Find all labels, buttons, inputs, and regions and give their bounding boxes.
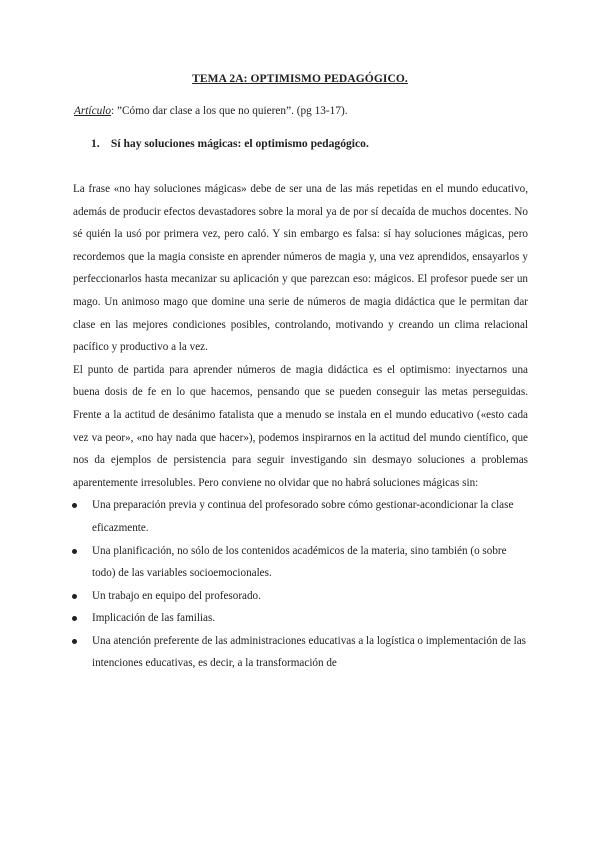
list-item-text: Un trabajo en equipo del profesorado. <box>92 589 261 602</box>
list-item-text: Una atención preferente de las administraciones educativas a la logística o implementación de las intenciones educativas, es decir, a la transformación de <box>92 634 527 670</box>
article-text: : ”Cómo dar clase a los que no quieren”. (pg 13-17). <box>111 105 348 117</box>
bullet-icon <box>72 594 77 599</box>
list-item <box>73 540 528 585</box>
list-item <box>73 630 528 675</box>
article-reference <box>74 105 348 117</box>
list-item-text: Una preparación previa y continua del profesorado sobre cómo gestionar-acondicionar la clase eficazmente. <box>92 499 514 534</box>
paragraph: El punto de partida para aprender números de magia didáctica es el optimismo: inyectarnos una buena dosis de fe en lo que hacemos, pensando que se pueden conseguir las metas perseguidas. Frente a la actitud de desánimo fatalista que a menudo se instala en el mundo educativo («esto cada vez va peor», «no hay nada que hacer»), podemos inspirarnos en la actitud del mundo científico, que nos da ejemplos de persistencia para seguir investigando sin desmayo soluciones a problemas aparentemente irresolubles. Pero conviene no olvidar que no habrá soluciones mágicas sin: <box>73 363 528 489</box>
section-heading-text: Sí hay soluciones mágicas: el optimismo pedagógico. <box>110 137 369 150</box>
bullet-icon <box>72 639 77 644</box>
document-title: TEMA 2A: OPTIMISMO PEDAGÓGICO. <box>192 73 408 85</box>
list-item-text: Implicación de las familias. <box>92 612 216 625</box>
list-item <box>73 585 528 608</box>
list-item <box>73 494 528 539</box>
body-text <box>73 178 528 675</box>
bullet-icon <box>72 503 77 508</box>
list-item-text: Una planificación, no sólo de los contenidos académicos de la materia, sino también (o sobre todo) de las variables socioemocionales. <box>92 544 507 580</box>
paragraph: La frase «no hay soluciones mágicas» debe de ser una de las más repetidas en el mundo educativo, además de producir efectos devastadores sobre la moral ya de por sí decaída de muchos docentes. No sé quién la usó por primera vez, pero caló. Y sin embargo es falsa: sí hay soluciones mágicas, pero recordemos que la magia consiste en aprender números de magia y, una vez aprendidos, ensayarlos y perfeccionarlos hasta mecanizar su aplicación y que parezcan eso: mágicos. El profesor puede ser un mago. Un animoso mago que domine una serie de números de magia didáctica que le permitan dar clase en las mejores condiciones posibles, controlando, motivando y creando un clima relacional pacífico y productivo a la vez. <box>73 183 528 354</box>
section-number: 1. <box>91 137 100 150</box>
list-item <box>73 607 528 630</box>
article-label: Artículo <box>74 105 112 117</box>
section-heading <box>91 137 369 150</box>
bullet-list <box>73 494 528 675</box>
bullet-icon <box>72 616 77 621</box>
bullet-icon <box>72 549 77 554</box>
